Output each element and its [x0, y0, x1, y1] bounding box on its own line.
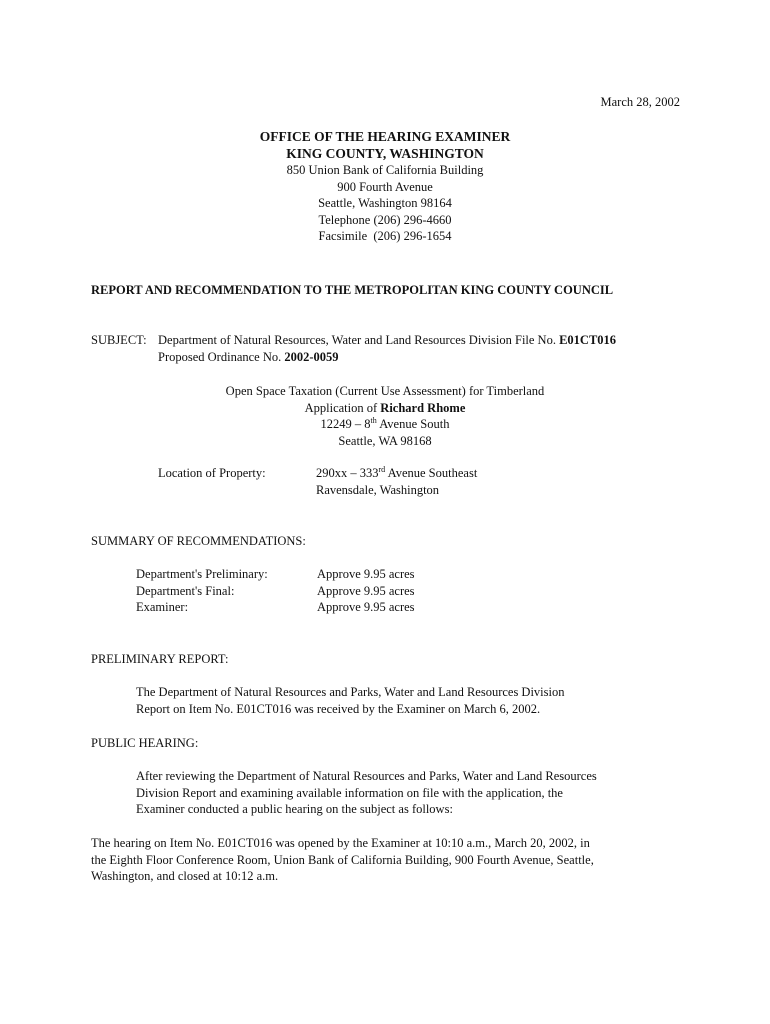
preliminary-paragraph	[136, 684, 676, 717]
summary-key: Examiner:	[136, 600, 189, 614]
summary-row	[136, 599, 636, 616]
letterhead	[91, 128, 679, 245]
paragraph-line: Report on Item No. E01CT016 was received by the Examiner on March 6, 2002.	[136, 701, 541, 716]
paragraph-line: Division Report and examining available information on file with the application, the	[136, 785, 563, 800]
summary-row	[136, 566, 636, 583]
location-street: Avenue Southeast	[385, 466, 478, 480]
applicant-city: Seattle, WA 98168	[338, 433, 432, 448]
paragraph-line: The hearing on Item No. E01CT016 was opened by the Examiner at 10:10 a.m., March 20, 2002, in	[91, 836, 590, 850]
location-ordinal: rd	[378, 464, 386, 474]
paragraph-line: The Department of Natural Resources and Parks, Water and Land Resources Division	[136, 685, 565, 699]
applicant-line	[91, 400, 679, 417]
summary-table	[136, 566, 636, 616]
hearing-heading: PUBLIC HEARING:	[91, 736, 199, 750]
document-date: March 28, 2002	[600, 95, 680, 109]
location-label: Location of Property:	[158, 466, 266, 480]
summary-heading: SUMMARY OF RECOMMENDATIONS:	[91, 534, 306, 548]
paragraph-line: the Eighth Floor Conference Room, Union Bank of California Building, 900 Fourth Avenue, Seattle,	[91, 852, 594, 867]
hearing-paragraph	[136, 768, 676, 818]
location-line-1	[316, 465, 477, 482]
county-name: KING COUNTY, WASHINGTON	[286, 146, 484, 161]
paragraph-line: Washington, and closed at 10:12 a.m.	[91, 869, 279, 883]
facsimile: Facsimile (206) 296-1654	[318, 229, 452, 243]
subject-label: SUBJECT:	[91, 333, 147, 347]
summary-row	[136, 583, 636, 600]
paragraph-line: After reviewing the Department of Natural Resources and Parks, Water and Land Resources	[136, 769, 597, 783]
subject-department-text: Department of Natural Resources, Water and Land Resources Division File No.	[158, 333, 560, 347]
address-street: Avenue South	[376, 417, 450, 431]
file-number: E01CT016	[559, 333, 617, 347]
subject-line-2	[158, 349, 339, 366]
report-title: REPORT AND RECOMMENDATION TO THE METROPOLITAN KING COUNTY COUNCIL	[91, 283, 614, 297]
building-address: 850 Union Bank of California Building	[286, 163, 484, 177]
street-address: 900 Fourth Avenue	[337, 179, 433, 194]
office-name: OFFICE OF THE HEARING EXAMINER	[259, 129, 511, 144]
subject-line-1	[158, 332, 616, 349]
application-block	[91, 383, 679, 449]
summary-value: Approve 9.95 acres	[317, 583, 415, 598]
closing-paragraph	[91, 835, 691, 885]
address-ordinal: th	[370, 415, 377, 425]
address-number: 12249 – 8	[320, 417, 371, 431]
telephone: Telephone (206) 296-4660	[318, 212, 452, 227]
summary-key: Department's Preliminary:	[136, 567, 268, 581]
applicant-address	[91, 416, 679, 433]
location-number: 290xx – 333	[316, 466, 379, 480]
summary-value: Approve 9.95 acres	[317, 567, 415, 581]
application-title: Open Space Taxation (Current Use Assessment) for Timberland	[225, 384, 545, 398]
summary-value: Approve 9.95 acres	[317, 600, 415, 614]
preliminary-heading: PRELIMINARY REPORT:	[91, 652, 229, 666]
paragraph-line: Examiner conducted a public hearing on the subject as follows:	[136, 802, 453, 816]
applicant-prefix: Application of	[304, 400, 381, 415]
location-line-2: Ravensdale, Washington	[316, 482, 440, 497]
summary-key: Department's Final:	[136, 583, 235, 598]
applicant-name: Richard Rhome	[380, 400, 466, 415]
ordinance-text: Proposed Ordinance No.	[158, 349, 285, 364]
city-address: Seattle, Washington 98164	[318, 196, 452, 210]
ordinance-number: 2002-0059	[284, 349, 339, 364]
